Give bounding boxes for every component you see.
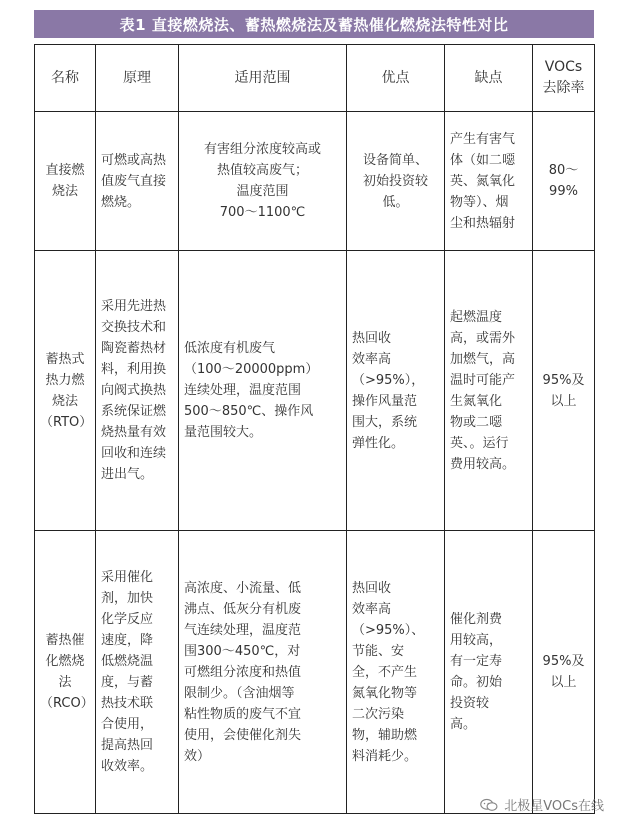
header-name: 名称 <box>35 45 96 112</box>
header-row <box>35 45 595 112</box>
row-cons: 催化剂费 用较高， 有一定寿 命。初始 投资较 高。 <box>445 531 533 814</box>
row-rate: 95%及 以上 <box>533 251 595 531</box>
row-rate: 95%及 以上 <box>533 531 595 814</box>
row-cons: 起燃温度 高，或需外 加燃气，高 温时可能产 生氮氧化 物或二噁 英、。运行 费用较高。 <box>445 251 533 531</box>
table-row <box>35 112 595 251</box>
row-scope: 低浓度有机废气 （100～20000ppm） 连续处理，温度范围 500～850℃、操作风 量范围较大。 <box>179 251 347 531</box>
row-name: 直接燃 烧法 <box>35 112 96 251</box>
comparison-table <box>34 44 595 814</box>
row-scope: 高浓度、小流量、低 沸点、低灰分有机废 气连续处理，温度范 围300～450℃，对 可燃组分浓度和热值 限制少。（含油烟等 粘性物质的废气不宜 使用，会使催化剂失 效） <box>179 531 347 814</box>
watermark-text: 北极星VOCs在线 <box>504 799 604 814</box>
row-rate: 80～ 99% <box>533 112 595 251</box>
header-principle: 原理 <box>96 45 179 112</box>
header-cons: 缺点 <box>445 45 533 112</box>
row-pros: 热回收 效率高 （>95%）， 操作风量范 围大，系统 弹性化。 <box>347 251 445 531</box>
table-row <box>35 531 595 814</box>
header-pros: 优点 <box>347 45 445 112</box>
row-principle: 采用先进热 交换技术和 陶瓷蓄热材 料，利用换 向阀式换热 系统保证燃 烧热量有效 回收和连续 进出气。 <box>96 251 179 531</box>
row-principle: 采用催化 剂，加快 化学反应 速度，降 低燃烧温 度，与蓄 热技术联 合使用， 提高热回 收效率。 <box>96 531 179 814</box>
row-name: 蓄热催 化燃烧 法 （RCO） <box>35 531 96 814</box>
table-title: 表1 直接燃烧法、蓄热燃烧法及蓄热催化燃烧法特性对比 <box>34 10 594 38</box>
row-scope: 有害组分浓度较高或 热值较高废气； 温度范围 700～1100℃ <box>179 112 347 251</box>
watermark <box>480 795 604 814</box>
row-pros: 热回收 效率高 （>95%）、 节能、安 全，不产生 氮氧化物等 二次污染 物，辅助燃 料消耗少。 <box>347 531 445 814</box>
wechat-icon <box>480 798 498 812</box>
header-rate: VOCs 去除率 <box>533 45 595 112</box>
header-scope: 适用范围 <box>179 45 347 112</box>
table-row <box>35 251 595 531</box>
row-name: 蓄热式 热力燃 烧法 （RTO） <box>35 251 96 531</box>
row-principle: 可燃或高热 值废气直接 燃烧。 <box>96 112 179 251</box>
row-pros: 设备简单、 初始投资较 低。 <box>347 112 445 251</box>
row-cons: 产生有害气 体（如二噁 英、氮氧化 物等）、烟 尘和热辐射 <box>445 112 533 251</box>
